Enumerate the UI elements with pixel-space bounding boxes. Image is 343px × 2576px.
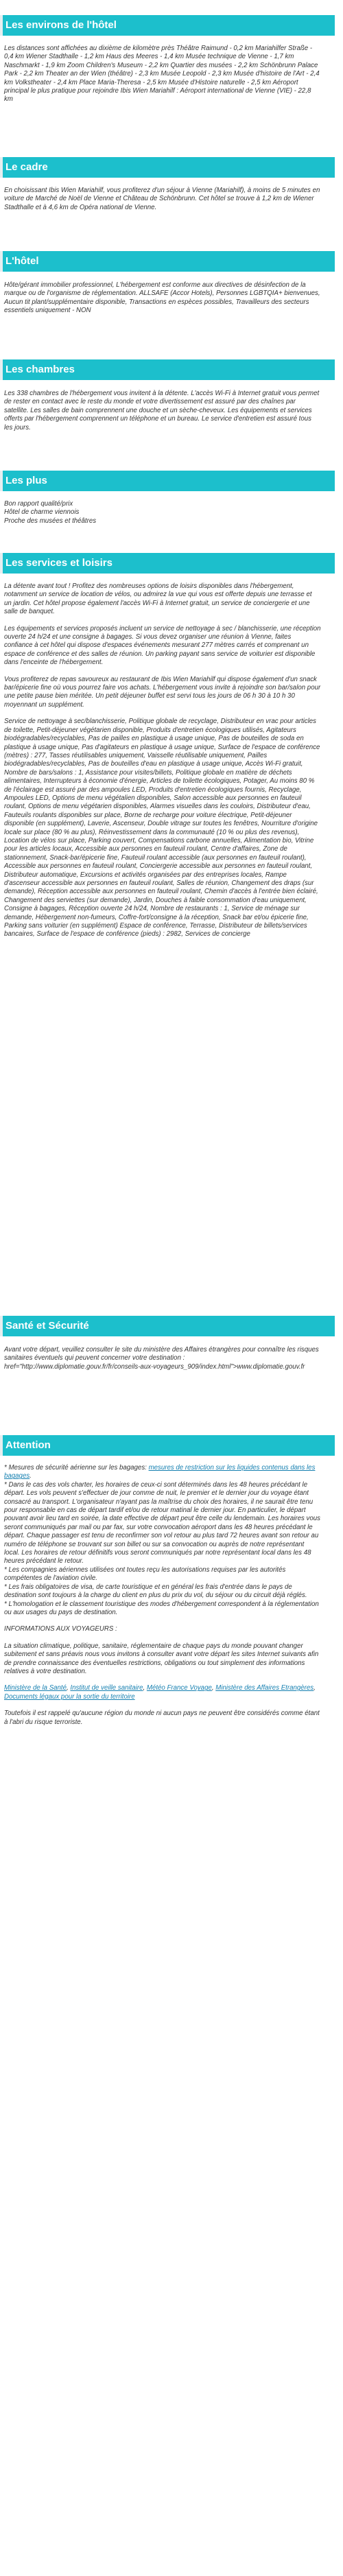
section-header-chambres	[0, 359, 343, 380]
section-title: Les environs de l'hôtel	[5, 19, 117, 31]
section-title: Les plus	[5, 475, 47, 486]
documents-legaux-link[interactable]: Documents légaux pour la sortie du territoire	[4, 1692, 135, 1701]
paragraph: Les équipements et services proposés incluent un service de nettoyage à sec / blanchisserie, une réception ouverte 24 h/24 et une consigne à bagages. Si vous devez organiser une réunion à Vienne, faites confiance à cet hôtel qui dispose d'espaces événements mesurant 277 mètres carrés et comprenant un espace de conférence et des salles de réunion. Un parking payant sans service de voiturier est disponible dans l'enceinte de l'hébergement.	[4, 624, 321, 667]
section-title: Santé et Sécurité	[5, 1320, 89, 1332]
meteo-france-link[interactable]: Météo France Voyage	[146, 1684, 212, 1692]
liquids-restriction-link[interactable]: mesures de restriction sur les liquides contenus dans les bagages	[4, 1464, 316, 1480]
section-title: Attention	[5, 1439, 51, 1451]
hotel-text: Hôte/gérant immobilier professionnel, L'hébergement est conforme aux directives de désinfection de la marque ou de l'organisme de réglementation. ALLSAFE (Accor Hotels), Personnes LGBTQIA+ bienvenues, Aucun tit plant/supplémentaire disponible, Transactions en espèces possibles, Travailleurs des secteurs essentiels uniquement - NON	[4, 281, 320, 315]
section-header-attention	[0, 1435, 343, 1456]
environs-text: Les distances sont affichées au dixième de kilomètre près Théâtre Raimund - 0,2 km Mariahilfer Straße - 0,4 km Wiener Stadthalle - 1,2 km Haus des Meeres - 1,4 km Musée technique de Vienne - 1,7 km Naschmarkt - 1,9 km Zoom Children's Museum - 2,2 km Quartier des musées - 2,2 km Schönbrunn Palace Park - 2,2 km Theater an der Wien (théâtre) - 2,3 km Musée Leopold - 2,3 km Musée d'histoire de l'Art - 2,4 km Volkstheater - 2,4 km Place Maria-Theresa - 2,5 km Musée d'Histoire naturelle - 2,5 km Aéroport principal le plus pratique pour rejoindre Ibis Wien Mariahilf : Aéroport international de Vienne (VIE) - 22,8 km	[4, 45, 320, 104]
section-title: L'hôtel	[5, 255, 39, 267]
info-heading: INFORMATIONS AUX VOYAGEURS :	[4, 1625, 117, 1633]
cadre-text: En choisissant Ibis Wien Mariahilf, vous profiterez d'un séjour à Vienne (Mariahilf), à moins de 5 minutes en voiture de Marché de Noël de Vienne et Château de Schönbrunn. Cet hôtel se trouve à 1,2 km de Wiener Stadthalle et à 4,6 km de Opéra national de Vienne.	[4, 187, 320, 211]
security-note: * Mesures de sécurité aérienne sur les bagages: mesures de restriction sur les liquides contenus dans les bagages.	[4, 1464, 316, 1480]
section-title: Le cadre	[5, 161, 48, 173]
attention-text	[4, 1464, 321, 1727]
section-title: Les chambres	[5, 364, 75, 375]
sante-text: Avant votre départ, veuillez consulter le site du ministère des Affaires étrangères pour connaître les risques sanitaires éventuels qui peuvent concerner votre destination : href="http://www.diplomatie.gouv.fr/fr/conseils-aux-voyageurs_909/index.html">www.diplomatie.gouv.fr	[4, 1346, 319, 1371]
section-header-environs	[0, 15, 343, 36]
paragraph: * Dans le cas des vols charter, les horaires de ceux-ci sont déterminés dans les 48 heures précédant le départ. Les vols peuvent s'effectuer de jour comme de nuit, le premier et le dernier jour du voyage étant consacré au transport. L'organisateur n'ayant pas la maîtrise du choix des horaires, il ne saurait être tenu pour responsable en cas de départ tardif et/ou de retour matinal le dernier jour. En particulier, le départ pouvant avoir lieu tard en soirée, la date effective de départ peut être celle du lendemain. Les horaires vous seront communiqués par mail ou par fax, sur votre convocation aéroport dans les 48 heures précédant le départ. Chaque passager est tenu de reconfirmer son vol retour au plus tard 72 heures avant son retour au numéro de téléphone se trouvant sur son billet ou sur sa convocation ou auprès de notre représentant local. Les horaires de retour définitifs vous seront communiqués par notre représentant local dans les 48 heures précédant le retour.	[4, 1480, 320, 1565]
info-links: Ministère de la Santé, Institut de veille sanitaire, Météo France Voyage, Ministère des Affaires Etrangères, Documents légaux pour la sortie du territoire	[4, 1684, 316, 1701]
veille-sanitaire-link[interactable]: Institut de veille sanitaire	[70, 1684, 143, 1692]
paragraph: La situation climatique, politique, sanitaire, réglementaire de chaque pays du monde pouvant changer subitement et sans préavis nous vous invitons à consulter avant votre départ les sites Internet suivants afin de prendre connaissance des éventuelles restrictions, obligations ou tout simplement des informations relatives à votre destination.	[4, 1642, 319, 1675]
list-item: Hôtel de charme viennois	[4, 508, 80, 517]
section-title: Les services et loisirs	[5, 557, 113, 569]
paragraph: * Les frais obligatoires de visa, de carte touristique et en général les frais d'entrée dans le pays de destination sont toujours à la charge du client en plus du prix du vol, du séjour ou du circuit déjà réglés.	[4, 1583, 307, 1600]
affaires-etrangeres-link[interactable]: Ministère des Affaires Etrangères	[215, 1684, 314, 1692]
plus-list	[4, 500, 321, 525]
paragraph: Toutefois il est rappelé qu'aucune région du monde ni aucun pays ne peuvent être considérés comme étant à l'abri du risque terroriste.	[4, 1710, 320, 1726]
paragraph: Vous profiterez de repas savoureux au restaurant de Ibis Wien Mariahilf qui dispose également d'un snack bar/épicerie fine où vous pourrez faire vos achats. L'hébergement vous invite à rejoindre son bar/salon pour une petite pause bien méritée. Un petit déjeuner buffet est servi tous les jours de 06 h 30 à 10 h 30 moyennant un supplément.	[4, 675, 321, 709]
paragraph: La détente avant tout ! Profitez des nombreuses options de loisirs disponibles dans l'hébergement, notamment un service de location de vélos, ou admirez la vue qui vous est offerte depuis une terrasse et un jardin. Cet hôtel propose également l'accès Wi-Fi à Internet gratuit, un service de conciergerie et une salle de banquet.	[4, 582, 312, 616]
section-header-cadre	[0, 157, 343, 178]
chambres-text: Les 338 chambres de l'hébergement vous invitent à la détente. L'accès Wi-Fi à Internet gratuit vous permet de rester en contact avec le reste du monde et votre divertissement est assuré par des chaînes par satellite. Les salles de bain comprennent une douche et un sèche-cheveux. Les équipements et services offerts par l'hébergement comprennent un téléphone et un bureau. Le service d'entretien est assuré tous les jours.	[4, 390, 320, 432]
list-item: Proche des musées et théâtres	[4, 517, 97, 525]
section-header-plus	[0, 471, 343, 491]
paragraph: Service de nettoyage à sec/blanchisserie, Politique globale de recyclage, Distributeur en vrac pour articles de toilette, Petit-déjeuner végétarien disponible, Produits d'entretien écologiques utilisés, Agitateurs biodégradables/recyclables, Pas de pailles en plastique à usage unique, Pas de bouteilles de soda en plastique à usage unique, Pas d'agitateurs en plastique à usage unique, Surface de l'espace de conférence (mètres) : 277, Tasses réutilisables uniquement, Vaisselle réutilisable uniquement, Pailles biodégradables/recyclables, Pas de bouteilles d'eau en plastique à usage unique, Accès Wi-Fi gratuit, Nombre de bars/salons : 1, Assistance pour visites/billets, Politique globale en matière de déchets alimentaires, Interrupteurs à économie d'énergie, Articles de toilette écologiques, Potager, Au moins 80 % de l'éclairage est assuré par des ampoules LED, Produits d'entretien écologiques fournis, Recyclage, Ampoules LED, Options de menu végétalien disponibles, Salon accessible aux personnes en fauteuil roulant, Options de menu végétarien disponibles, Alarmes visuelles dans les couloirs, Distributeur d'eau, Fauteuils roulants disponibles sur place, Borne de recharge pour voiture électrique, Petit-déjeuner disponible (en supplément), Laverie, Ascenseur, Double vitrage sur toutes les fenêtres, Nourriture d'origine locale sur place (80 % au plus), Réinvestissement dans la communauté (10 % ou plus des revenus), Location de vélos sur place, Parking couvert, Compensations carbone annuelles, Alimentation bio, Vitrine pour les articles locaux, Accessible aux personnes en fauteuil roulant, Centre d'affaires, Zone de stationnement, Snack-bar/épicerie fine, Fauteuil roulant accessible (aux personnes en fauteuil roulant), Accessible aux personnes en fauteuil roulant, Conciergerie accessible aux personnes en fauteuil roulant, Distributeur automatique, Excursions et activités organisées par des entreprises locales, Rampe d'ascenseur accessible aux personnes en fauteuil roulant, Salles de réunion, Changement des draps (sur demande), Réception accessible aux personnes en fauteuil roulant, Chemin d'accès à l'entrée bien éclairé, Changement des serviettes (sur demande), Jardin, Douches à faible consommation d'eau uniquement, Consigne à bagages, Réception ouverte 24 h/24, Nombre de restaurants : 1, Service de ménage sur demande, Hébergement non-fumeurs, Coffre-fort/consigne à la réception, Snack bar et/ou épicerie fine, Parking sans voiturier (en supplément) Espace de conférence, Terrasse, Distributeur de billets/services bancaires, Surface de l'espace de conférence (pieds) : 2982, Services de concierge	[4, 718, 320, 938]
section-header-sante	[0, 1316, 343, 1336]
list-item: Bon rapport qualité/prix	[4, 500, 73, 508]
paragraph: * L'homologation et le classement touristique des modes d'hébergement correspondent à la réglementation ou aux usages du pays de destination.	[4, 1600, 319, 1616]
section-header-services	[0, 553, 343, 574]
paragraph: * Les compagnies aériennes utilisées ont toutes reçu les autorisations requises par les autorités compétentes de l'aviation civile.	[4, 1565, 286, 1583]
section-header-hotel	[0, 251, 343, 272]
ministere-sante-link[interactable]: Ministère de la Santé	[4, 1684, 67, 1692]
services-text	[4, 582, 321, 939]
